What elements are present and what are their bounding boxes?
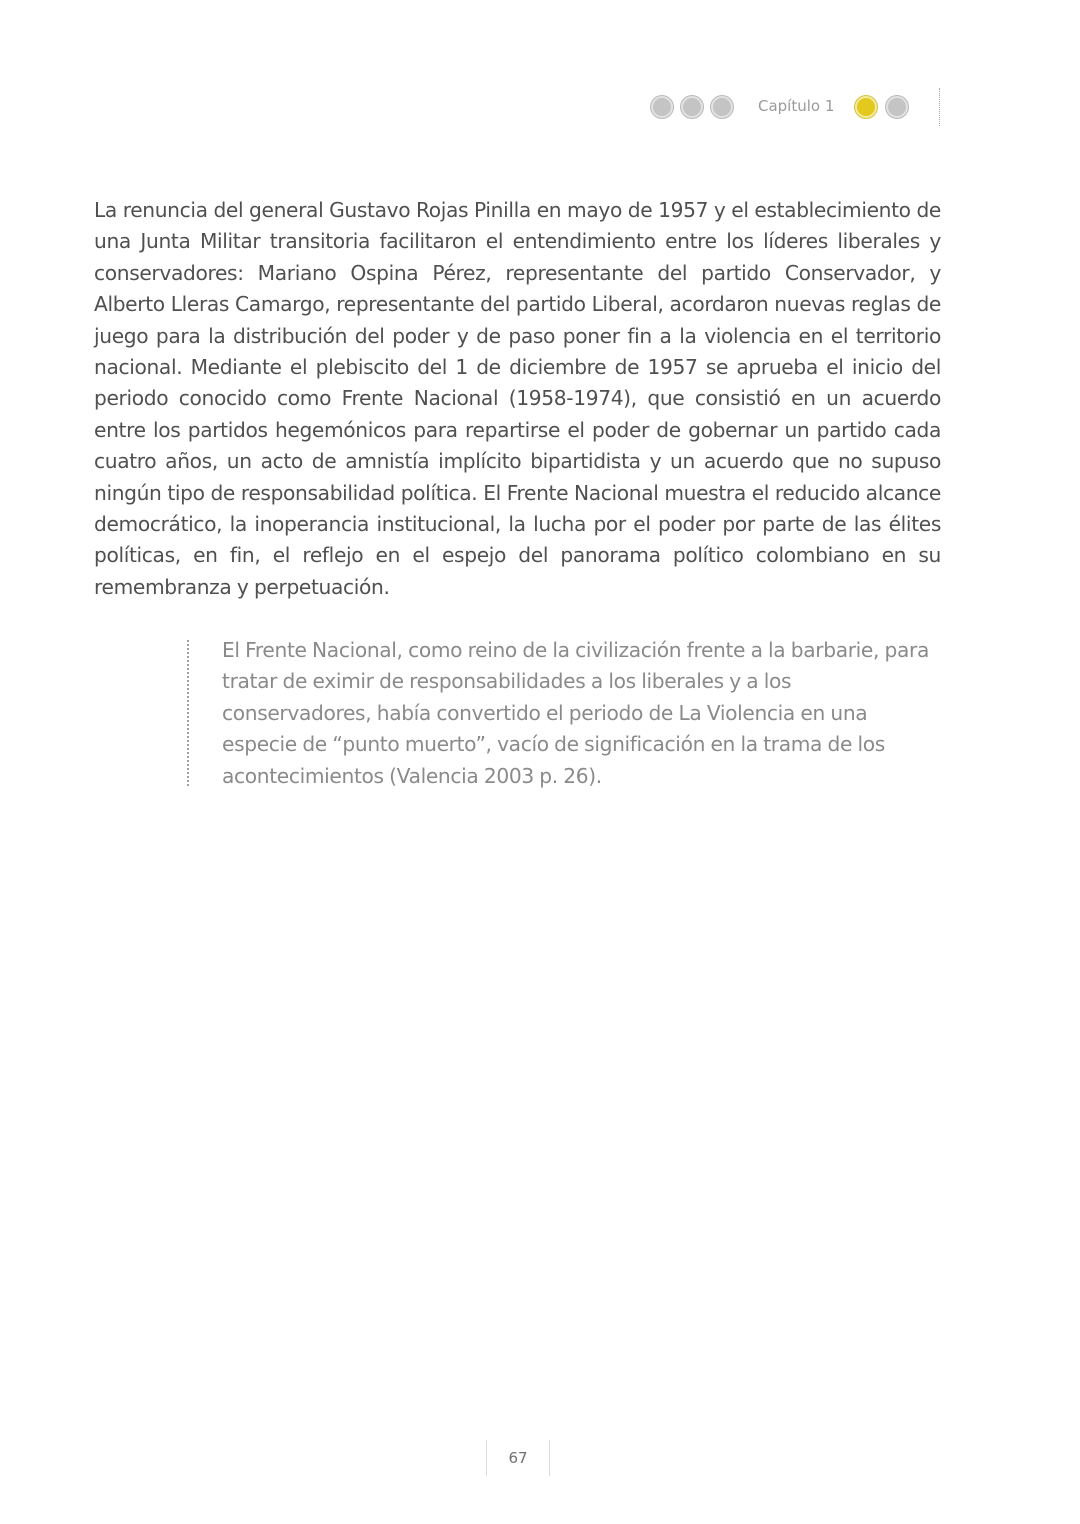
gray-dot-icon bbox=[711, 96, 733, 118]
chapter-header bbox=[648, 90, 948, 128]
page-number: 67 bbox=[508, 1449, 528, 1467]
quote-divider bbox=[187, 640, 189, 786]
gray-dot-icon bbox=[681, 96, 703, 118]
header-divider bbox=[939, 88, 940, 126]
footer-divider-right bbox=[549, 1440, 550, 1476]
yellow-dot-icon bbox=[855, 96, 877, 118]
block-quote: El Frente Nacional, como reino de la civilización frente a la barbarie, para tratar de eximir de responsabilidades a los liberales y a los conservadores, había convertido el periodo de La Violencia en una especie de “punto muerto”, vacío de significación en la trama de los acontecimientos (Valencia 2003 p. 26). bbox=[222, 638, 929, 788]
gray-dot-icon bbox=[886, 96, 908, 118]
chapter-label: Capítulo 1 bbox=[758, 97, 835, 115]
body-paragraph: La renuncia del general Gustavo Rojas Pinilla en mayo de 1957 y el establecimiento de una Junta Militar transitoria facilitaron el entendimiento entre los líderes liberales y conservadores: Mariano Ospina Pérez, representante del partido Conservador, y Alberto Lleras Camargo, representante del partido Liberal, acordaron nuevas reglas de juego para la distribución del poder y de paso poner fin a la violencia en el territorio nacional. Mediante el plebiscito del 1 de diciembre de 1957 se aprueba el inicio del periodo conocido como Frente Nacional (1958-1974), que consistió en un acuerdo entre los partidos hegemónicos para repartirse el poder de gobernar un partido cada cuatro años, un acto de amnistía implícito bipartidista y un acuerdo que no supuso ningún tipo de responsabilidad política. El Frente Nacional muestra el reducido alcance democrático, la inoperancia institucional, la lucha por el poder por parte de las élites políticas, en fin, el reflejo en el espejo del panorama político colombiano en su remembranza y perpetuación. bbox=[94, 198, 941, 599]
gray-dot-icon bbox=[651, 96, 673, 118]
